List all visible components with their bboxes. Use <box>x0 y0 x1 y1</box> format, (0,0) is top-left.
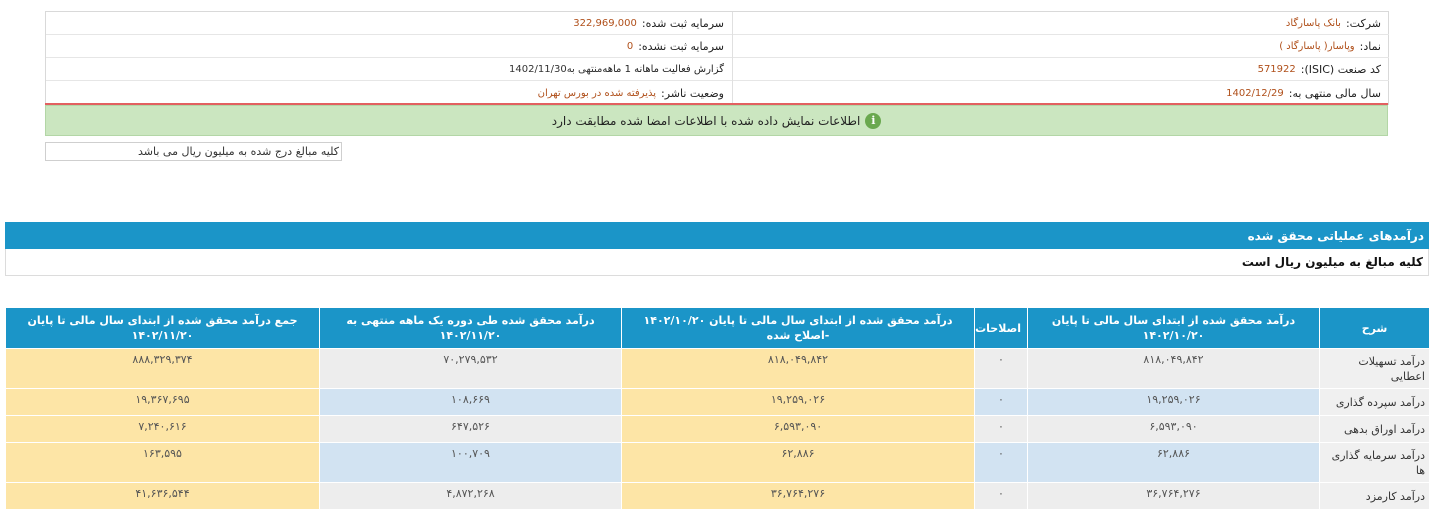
fiscal-year-value: 1402/12/29 <box>1226 88 1284 99</box>
company-label: شرکت: <box>1346 17 1381 30</box>
column-header-ytd-revenue-adjusted: درآمد محقق شده از ابتدای سال مالی تا پایان ۱۴۰۲/۱۰/۲۰ -اصلاح شده <box>622 308 975 349</box>
unit-note: کلیه مبالغ درج شده به میلیون ریال می باشد <box>45 142 342 161</box>
cell-monthly-revenue: ۱۰۰,۷۰۹ <box>320 443 622 483</box>
cell-adjustments: ۰ <box>975 416 1028 443</box>
row-description: درآمد کارمزد <box>1320 483 1429 510</box>
section-title: درآمدهای عملیاتی محقق شده <box>5 222 1429 249</box>
fiscal-year-row <box>733 81 1389 105</box>
unregistered-capital-label: سرمایه ثبت نشده: <box>638 40 724 53</box>
company-info-right-column <box>732 12 1389 105</box>
registered-capital-row <box>46 12 732 35</box>
unregistered-capital-row <box>46 35 732 58</box>
cell-ytd-revenue: ۸۱۸,۰۴۹,۸۴۲ <box>1028 349 1320 389</box>
cell-ytd-revenue-adjusted: ۱۹,۲۵۹,۰۲۶ <box>622 389 975 416</box>
cell-ytd-revenue-adjusted: ۳۶,۷۶۴,۲۷۶ <box>622 483 975 510</box>
cell-ytd-revenue: ۶۲,۸۸۶ <box>1028 443 1320 483</box>
report-label: گزارش فعالیت ماهانه 1 ماهه <box>602 64 724 75</box>
cell-ytd-revenue: ۱۹,۲۵۹,۰۲۶ <box>1028 389 1320 416</box>
table-row <box>6 416 1429 443</box>
cell-ytd-revenue-adjusted: ۶,۵۹۳,۰۹۰ <box>622 416 975 443</box>
isic-label: کد صنعت (ISIC): <box>1301 63 1381 76</box>
cell-ytd-revenue: ۳۶,۷۶۴,۲۷۶ <box>1028 483 1320 510</box>
cell-total-revenue: ۱۶۳,۵۹۵ <box>6 443 320 483</box>
cell-adjustments: ۰ <box>975 443 1028 483</box>
symbol-value[interactable]: وپاسار( پاسارگاد ) <box>1279 41 1354 52</box>
isic-row <box>733 58 1389 81</box>
verification-alert <box>45 105 1388 136</box>
row-description: درآمد اوراق بدهی <box>1320 416 1429 443</box>
row-description: درآمد سپرده گذاری <box>1320 389 1429 416</box>
cell-adjustments: ۰ <box>975 349 1028 389</box>
column-header-adjustments: اصلاحات <box>975 308 1028 349</box>
unregistered-capital-value: 0 <box>627 41 633 52</box>
registered-capital-value: 322,969,000 <box>573 18 637 29</box>
cell-ytd-revenue-adjusted: ۸۱۸,۰۴۹,۸۴۲ <box>622 349 975 389</box>
row-description: درآمد تسهیلات اعطایی <box>1320 349 1429 389</box>
column-header-monthly-revenue: درآمد محقق شده طی دوره یک ماهه منتهی به ۱۴۰۲/۱۱/۲۰ <box>320 308 622 349</box>
table-header-row <box>6 308 1429 349</box>
section-subtitle: کلیه مبالغ به میلیون ریال است <box>5 249 1429 276</box>
report-value: منتهی به1402/11/30 <box>509 64 602 75</box>
cell-total-revenue: ۱۹,۳۶۷,۶۹۵ <box>6 389 320 416</box>
cell-adjustments: ۰ <box>975 483 1028 510</box>
company-value[interactable]: بانک پاسارگاد <box>1286 18 1341 29</box>
isic-value: 571922 <box>1258 64 1296 75</box>
cell-ytd-revenue: ۶,۵۹۳,۰۹۰ <box>1028 416 1320 443</box>
cell-monthly-revenue: ۴,۸۷۲,۲۶۸ <box>320 483 622 510</box>
column-header-total-revenue: جمع درآمد محقق شده از ابتدای سال مالی تا پایان ۱۴۰۲/۱۱/۲۰ <box>6 308 320 349</box>
publisher-status-label: وضعیت ناشر: <box>661 87 724 100</box>
publisher-status-row <box>46 81 732 105</box>
table-row <box>6 443 1429 483</box>
registered-capital-label: سرمایه ثبت شده: <box>642 17 724 30</box>
cell-total-revenue: ۷,۲۴۰,۶۱۶ <box>6 416 320 443</box>
cell-adjustments: ۰ <box>975 389 1028 416</box>
revenue-table <box>5 307 1429 510</box>
symbol-label: نماد: <box>1360 40 1381 53</box>
table-row <box>6 389 1429 416</box>
table-row <box>6 483 1429 510</box>
table-row <box>6 349 1429 389</box>
cell-monthly-revenue: ۱۰۸,۶۶۹ <box>320 389 622 416</box>
symbol-row <box>733 35 1389 58</box>
company-row <box>733 12 1389 35</box>
cell-monthly-revenue: ۷۰,۲۷۹,۵۳۲ <box>320 349 622 389</box>
verification-alert-text: اطلاعات نمایش داده شده با اطلاعات امضا شده مطابقت دارد <box>552 114 861 128</box>
row-description: درآمد سرمایه گذاری ها <box>1320 443 1429 483</box>
company-info-panel <box>45 11 1389 105</box>
column-header-description: شرح <box>1320 308 1429 349</box>
column-header-ytd-revenue: درآمد محقق شده از ابتدای سال مالی تا پایان ۱۴۰۲/۱۰/۲۰ <box>1028 308 1320 349</box>
info-icon: i <box>865 113 881 129</box>
cell-monthly-revenue: ۶۴۷,۵۲۶ <box>320 416 622 443</box>
cell-ytd-revenue-adjusted: ۶۲,۸۸۶ <box>622 443 975 483</box>
report-row <box>46 58 732 81</box>
company-info-left-column <box>46 12 732 105</box>
cell-total-revenue: ۴۱,۶۳۶,۵۴۴ <box>6 483 320 510</box>
publisher-status-value: پذیرفته شده در بورس تهران <box>538 88 656 99</box>
fiscal-year-label: سال مالی منتهی به: <box>1289 87 1381 100</box>
cell-total-revenue: ۸۸۸,۳۲۹,۳۷۴ <box>6 349 320 389</box>
